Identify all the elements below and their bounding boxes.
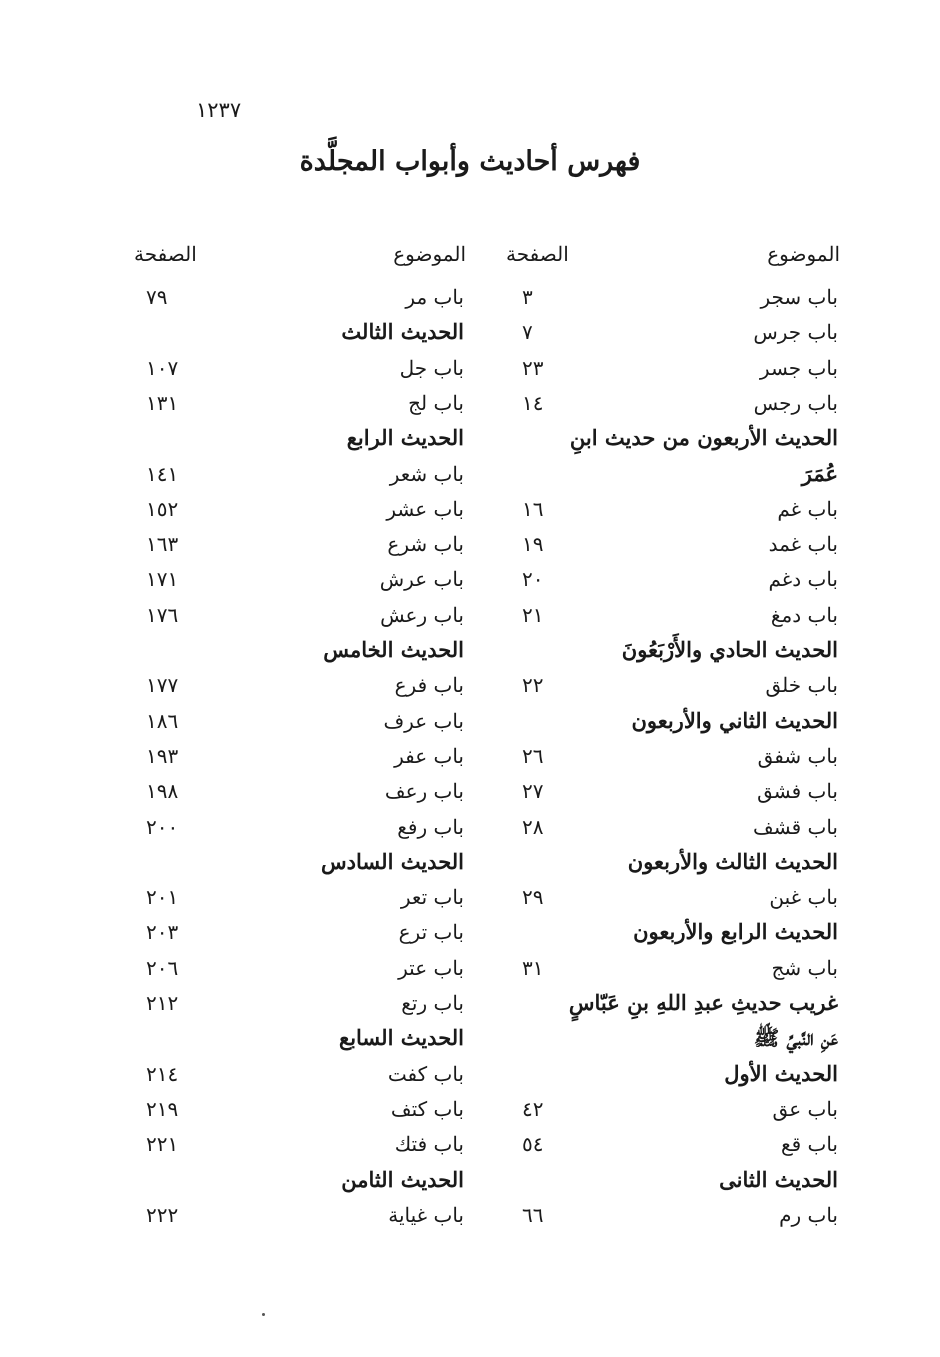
entry-page-number: ٣ (522, 285, 533, 309)
index-row (0, 317, 940, 351)
section-heading: الحديث السابع (339, 1025, 464, 1051)
entry-topic: باب جسر (759, 355, 838, 380)
index-row (0, 1023, 940, 1057)
right-topic-header: الموضوع (767, 242, 840, 266)
page-number: ١٢٣٧ (196, 98, 242, 122)
entry-page-number: ٢٢ (522, 673, 544, 698)
page-title: فهرس أحاديث وأبواب المجلَّدة (299, 146, 641, 177)
index-row (0, 917, 940, 951)
entry-topic: باب خلق (765, 673, 838, 698)
entry-topic: باب غياية (388, 1202, 464, 1227)
entry-page-number: ١٧١ (146, 567, 179, 592)
entry-page-number: ١٩٨ (146, 779, 179, 804)
index-row (0, 564, 940, 598)
entry-topic: باب مر (405, 285, 464, 309)
index-row (0, 600, 940, 634)
entry-page-number: ٢٧ (522, 779, 544, 804)
index-row (0, 459, 940, 493)
entry-topic: باب سجر (760, 285, 838, 309)
entry-topic: باب تعر (400, 885, 464, 910)
entry-page-number: ٢٢٢ (146, 1202, 179, 1227)
entry-topic: باب عفر (394, 743, 464, 768)
entry-page-number: ٤٢ (522, 1096, 544, 1121)
entry-page-number: ٢١ (522, 602, 544, 627)
right-page-header: الصفحة (506, 242, 569, 266)
index-row (0, 1165, 940, 1199)
entry-topic: باب غمد (768, 532, 838, 557)
entry-page-number: ٧٩ (146, 285, 168, 309)
index-row (0, 423, 940, 457)
entry-page-number: ٦٦ (522, 1202, 544, 1227)
entry-topic: باب عرف (383, 708, 464, 733)
entry-topic: باب قع (780, 1132, 838, 1157)
entry-topic: باب لج (408, 390, 464, 415)
index-row (0, 776, 940, 810)
entry-topic: باب شرع (387, 532, 464, 557)
section-heading: الحديث الأربعون من حديث ابنِ (569, 425, 838, 451)
left-page-header: الصفحة (134, 242, 197, 266)
entry-page-number: ٢١٤ (146, 1061, 179, 1086)
entry-topic: باب كتف (390, 1096, 464, 1121)
index-row (0, 882, 940, 916)
section-heading: الحديث الرابع (346, 425, 464, 451)
entry-page-number: ١٥٢ (146, 496, 179, 521)
entry-topic: باب عق (772, 1096, 838, 1121)
entry-page-number: ١٩ (522, 532, 544, 557)
section-heading: الحديث الثاني والأربعون (631, 707, 838, 733)
entry-topic: باب عتر (398, 955, 464, 980)
entry-page-number: ٢١٢ (146, 991, 179, 1015)
entry-topic: باب ترع (398, 920, 464, 945)
entry-topic: باب غم (777, 496, 838, 521)
index-row (0, 812, 940, 846)
entry-topic: باب دمغ (770, 602, 838, 627)
section-heading: غريب حديثِ عبدِ اللهِ بنِ عَبّاسٍ (568, 990, 838, 1015)
entry-topic: باب جرس (753, 320, 838, 345)
index-row (0, 847, 940, 881)
entry-page-number: ١٨٦ (146, 708, 179, 733)
entry-page-number: ٢٩ (522, 885, 544, 910)
entry-topic: باب رعف (384, 779, 464, 804)
entry-topic: باب رجس (753, 390, 838, 415)
left-topic-header: الموضوع (393, 242, 466, 266)
entry-topic: باب فشق (757, 779, 838, 804)
entry-topic: باب كفت (387, 1061, 464, 1086)
index-row (0, 953, 940, 987)
entry-topic: باب فتك (394, 1132, 464, 1157)
entry-page-number: ٢٠٦ (146, 955, 179, 980)
index-row (0, 1129, 940, 1163)
entry-topic: باب جل (399, 355, 464, 380)
section-heading: الحديث الحادي والأَرْبَعُونَ (621, 637, 838, 662)
index-row (0, 388, 940, 422)
index-row (0, 282, 940, 316)
section-heading: الحديث الثامن (341, 1166, 464, 1192)
index-row (0, 353, 940, 387)
section-heading: الحديث الثانى (719, 1166, 838, 1192)
entry-page-number: ١٤ (522, 390, 544, 415)
entry-page-number: ١٠٧ (146, 355, 179, 380)
index-row (0, 706, 940, 740)
section-heading: عُمَرَ (801, 460, 838, 486)
entry-page-number: ٢٦ (522, 743, 544, 768)
entry-topic: باب رفع (397, 814, 464, 839)
entry-topic: باب فرع (394, 673, 464, 698)
section-heading: الحديث الخامس (323, 637, 464, 662)
entry-page-number: ١٦٣ (146, 532, 179, 557)
entry-topic: باب شفق (757, 743, 838, 768)
index-row (0, 1059, 940, 1093)
entry-page-number: ١٩٣ (146, 743, 179, 768)
entry-topic: باب رتع (401, 991, 464, 1015)
entry-page-number: ٣١ (522, 955, 544, 980)
page-speck (262, 1313, 265, 1316)
entry-topic: باب دغم (768, 567, 838, 592)
entry-page-number: ١٣١ (146, 390, 179, 415)
entry-topic: باب رعش (380, 602, 464, 627)
section-heading: الحديث الرابع والأربعون (633, 919, 838, 945)
entry-topic: باب عرش (379, 567, 464, 592)
section-heading: الحديث الثالث (341, 319, 464, 345)
index-row (0, 670, 940, 704)
section-heading: الحديث الأول (724, 1060, 838, 1086)
index-row (0, 741, 940, 775)
index-row (0, 988, 940, 1022)
entry-page-number: ٢٢١ (146, 1132, 179, 1157)
entry-page-number: ٧ (522, 320, 533, 345)
entry-topic: باب شعر (389, 461, 464, 486)
index-row (0, 635, 940, 669)
entry-topic: باب غبن (769, 885, 838, 910)
entry-topic: باب قشف (753, 814, 838, 839)
entry-page-number: ٢٠٠ (146, 814, 179, 839)
section-heading: عَنِ النَّبيِّ ﷺ (753, 1025, 838, 1051)
entry-topic: باب رم (779, 1202, 838, 1227)
section-heading: الحديث الثالث والأربعون (627, 848, 838, 874)
entry-page-number: ٢٠٣ (146, 920, 179, 945)
section-heading: الحديث السادس (321, 848, 464, 874)
index-row (0, 1200, 940, 1234)
index-row (0, 1094, 940, 1128)
entry-page-number: ٢٣ (522, 355, 544, 380)
index-row (0, 529, 940, 563)
entry-page-number: ١٧٦ (146, 602, 179, 627)
entry-page-number: ١٦ (522, 496, 544, 521)
entry-topic: باب عشر (386, 496, 464, 521)
entry-page-number: ٢١٩ (146, 1096, 179, 1121)
index-row (0, 494, 940, 528)
entry-page-number: ١٤١ (146, 461, 179, 486)
entry-page-number: ١٧٧ (146, 673, 179, 698)
entry-page-number: ٢٨ (522, 814, 544, 839)
entry-page-number: ٢٠ (522, 567, 544, 592)
entry-topic: باب شج (771, 955, 838, 980)
entry-page-number: ٢٠١ (146, 885, 179, 910)
entry-page-number: ٥٤ (522, 1132, 544, 1157)
